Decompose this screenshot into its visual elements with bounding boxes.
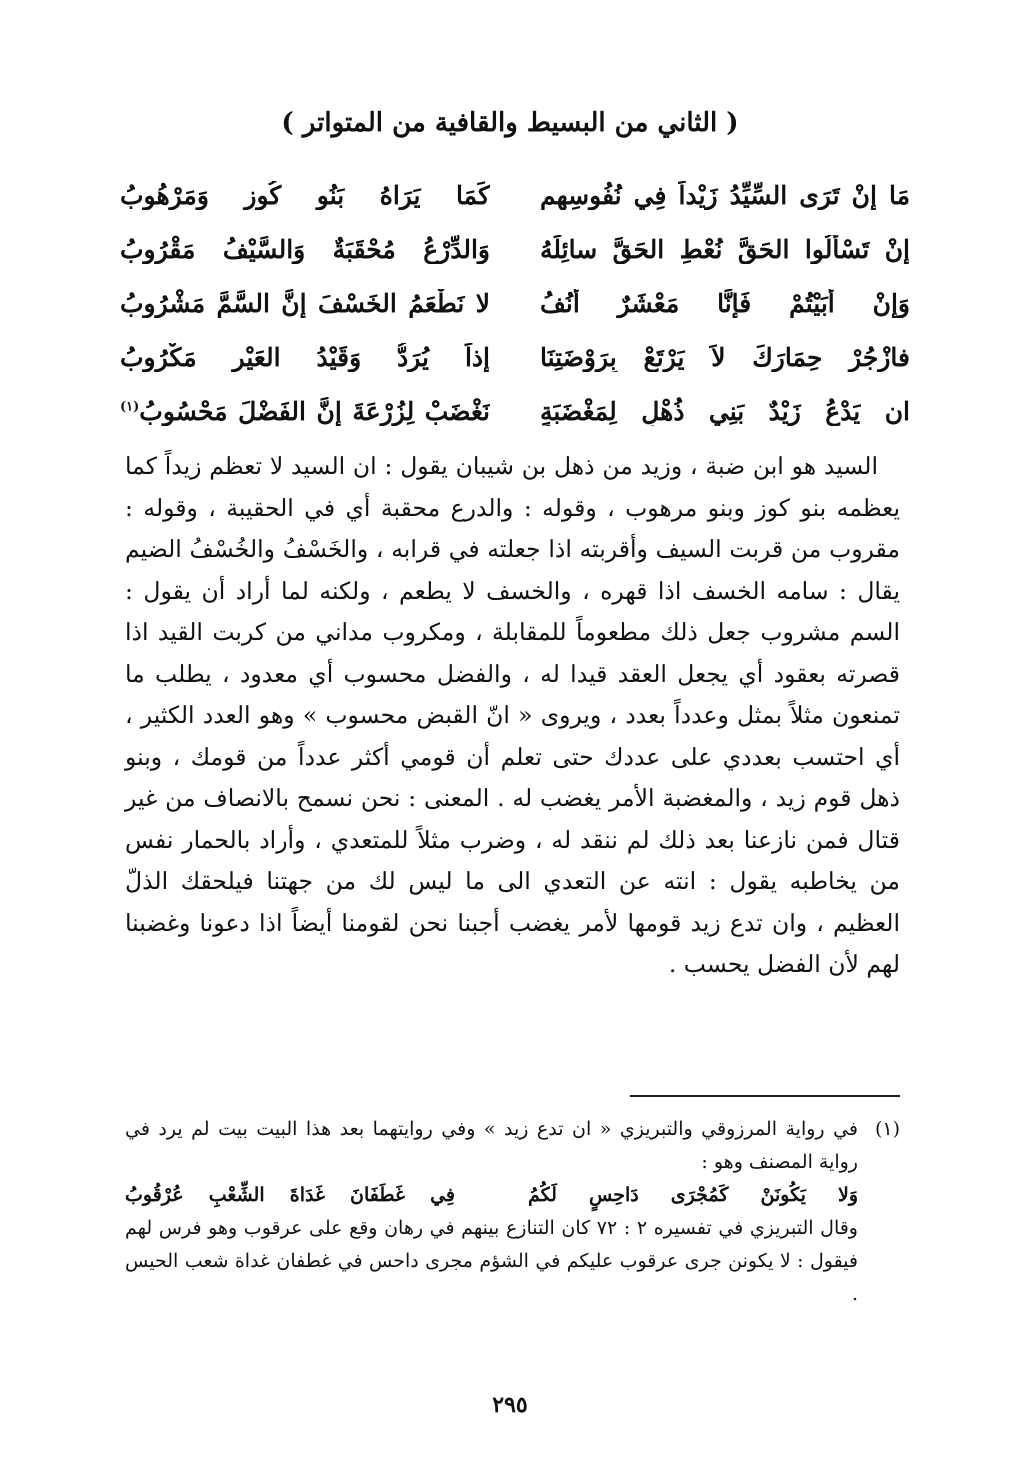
verse-line <box>120 384 910 438</box>
commentary-paragraph: السيد هو ابن ضبة ، وزيد من ذهل بن شيبان يقول : ان السيد لا تعظم زيداً كما يعظمه بنو كوز وبنو مرهوب ، وقوله : والدرع محقبة أي في الحقيبة ، وقوله : مقروب من قربت السيف وأقربته اذا جعلته في قرابه ، والخَسْفُ والخُسْفُ الضيم يقال : سامه الخسف اذا قهره ، والخسف لا يطعم ، ولكنه لما أراد أن يقول : السم مشروب جعل ذلك مطعوماً للمقابلة ، ومكروب مداني من كربت القيد اذا قصرته بعقود أي يجعل العقد قيدا له ، والفضل محسوب أي معدود ، يطلب ما تمنعون مثلاً بمثل وعدداً بعدد ، ويروى « انّ القبض محسوب » وهو العدد الكثير ، أي احتسب بعددي على عددك حتى تعلم أن قومي أكثر عدداً من قومك ، وبنو ذهل قوم زيد ، والمغضبة الأمر يغضب له . المعنى : نحن نسمح بالانصاف من غير قتال فمن نازعنا بعد ذلك لم ننقد له ، وضرب مثلاً للمتعدي ، وأراد بالحمار نفس من يخاطبه يقول : انته عن التعدي الى ما ليس لك من جهتنا فيلحقك الذلّ العظيم ، وان تدع زيد قومها لأمر يغضب أجبنا نحن لقومنا أيضاً اذا دعونا وغضبنا لهم لأن الفضل يحسب . <box>125 452 900 978</box>
verse-first-hemistich: إنْ تَسْأَلُوا الحَقَّ نُعْطِ الحَقَّ سائِلَهُ <box>540 234 910 264</box>
footnote-verse <box>125 1179 858 1212</box>
footnote-verse-second: فِي غَطَفَانَ غَدَاةَ الشِّعْبِ عُرْقُوبُ <box>125 1184 455 1206</box>
verse-first-hemistich: مَا إنْ تَرَى السِّيِّدُ زَيْداً فِي نُفُوسِهِمِ <box>540 180 910 210</box>
footnote-body <box>125 1113 858 1311</box>
footnote-reference[interactable]: (١) <box>120 399 140 415</box>
verse-line <box>120 168 910 222</box>
poem <box>120 168 910 438</box>
page-number: ٢٩٥ <box>492 1392 528 1418</box>
verse-line <box>120 276 910 330</box>
verse-first-hemistich: ان يَدْعُ زَيْدٌ بَنِي ذُهْلٍ لِمَغْضَبَةٍ <box>540 396 910 426</box>
verse-first-hemistich: وَإنْ أَبَيْتُمْ فَإنَّا مَعْشَرٌ أُنُفُ <box>540 288 910 318</box>
footnote-divider <box>630 1095 900 1097</box>
verse-first-hemistich: فازْجُرْ حِمَارَكَ لاَ يَرْتَعْ بِرَوْضَتِنَا <box>540 342 910 372</box>
verse-second-hemistich <box>120 397 490 426</box>
footnote-row <box>125 1113 900 1311</box>
verse-second-hemistich: كَمَا يَرَاهُ بَنُو كُوزٍ وَمَرْهُوبُ <box>120 180 490 210</box>
verse-line <box>120 222 910 276</box>
section-heading: ( الثاني من البسيط والقافية من المتواتر ) <box>281 108 739 138</box>
footnote-intro: في رواية المرزوقي والتبريزي « ان تدع زيد » وفي روايتهما بعد هذا البيت بيت لم يرد في رواية المصنف وهو : <box>125 1118 858 1173</box>
footnote-number: (١) <box>874 1118 900 1140</box>
footnote-verse-first: وَلا يَكُونَنْ كَمُجْرَى دَاحِسٍ لَكُمُ <box>528 1184 858 1206</box>
verse-line <box>120 330 910 384</box>
footnote <box>125 1113 900 1311</box>
verse-second-hemistich: وَالدِّرْعُ مُحْقَبَةٌ وَالسَّيْفُ مَقْرُوبُ <box>120 234 490 264</box>
verse-second-hemistich-text: نَغْضَبْ لِزُرْعَةَ إنَّ الفَضْلَ مَحْسُوبُ <box>139 396 490 426</box>
verse-second-hemistich: إذاً يُرَدُّ وَقَيْدُ العَيْرِ مَكْرُوبُ <box>120 342 490 372</box>
footnote-explanation: وقال التبريزي في تفسيره ٢ : ٧٢ كان التنازع بينهم في رهان وقع على عرقوب وهو فرس لهم فيقول : لا يكونن جرى عرقوب عليكم في الشؤم مجرى داحس في غطفان غداة شعب الحيس . <box>125 1217 858 1305</box>
verse-second-hemistich: لا نَطْعَمُ الخَسْفَ إنَّ السَّمَّ مَشْرُوبُ <box>120 288 490 318</box>
